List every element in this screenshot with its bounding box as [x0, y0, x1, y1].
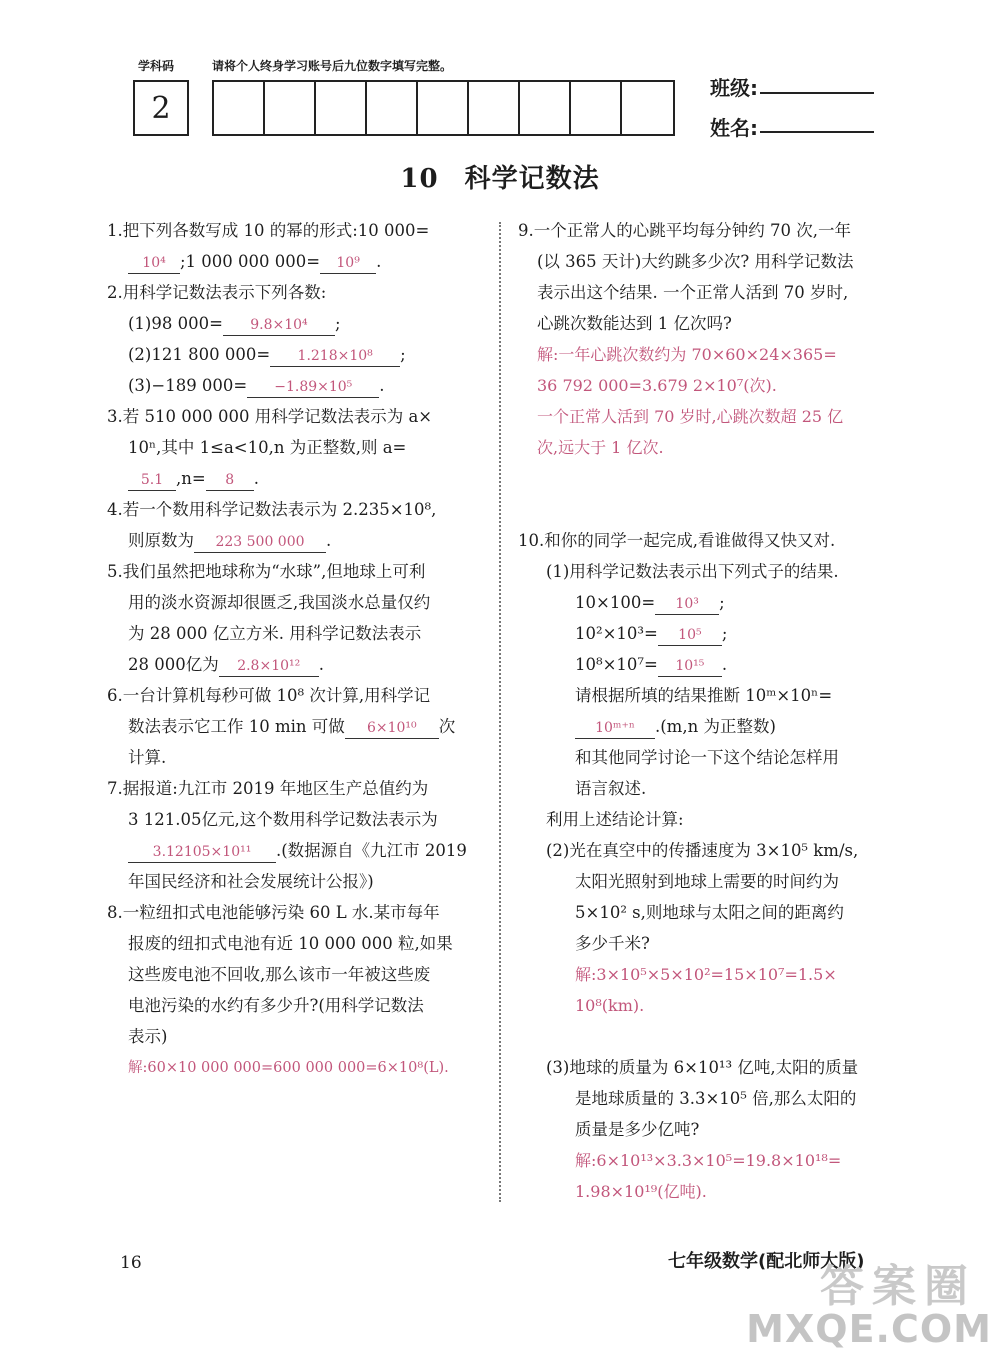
- q2-part-3: [128, 374, 385, 398]
- q2-part-1: [128, 312, 341, 336]
- q5-text-3: 为 28 000 亿立方米. 用科学记数法表示: [128, 624, 422, 643]
- q6-text-3: 计算.: [128, 748, 167, 767]
- q9-text-3: 表示出这个结果. 一个正常人活到 70 岁时,: [537, 283, 849, 302]
- q1-blank-1[interactable]: 10⁴: [128, 253, 180, 274]
- q10-s2: ;: [721, 624, 728, 643]
- q8-text-1: 8.一粒纽扣式电池能够污染 60 L 水.某市每年: [107, 903, 440, 922]
- q10-infer: 请根据所填的结果推断 10ᵐ×10ⁿ=: [575, 686, 833, 705]
- q9-solution-1: 解:一年心跳次数约为 70×60×24×365=: [537, 345, 837, 364]
- q5-text-2: 用的淡水资源却很匮乏,我国淡水总量仅约: [128, 593, 431, 612]
- name-label: 姓名:: [710, 116, 758, 140]
- q6-text-1: 6.一台计算机每秒可做 10⁸ 次计算,用科学记: [107, 686, 431, 705]
- q10-text-1: 10.和你的同学一起完成,看谁做得又快又对.: [518, 531, 836, 550]
- q3-answer-line: [128, 467, 259, 491]
- q10-part3-solution-2: 1.98×10¹⁹(亿吨).: [575, 1182, 707, 1201]
- q9-text-1: 9.一个正常人的心跳平均每分钟约 70 次,一年: [518, 221, 851, 240]
- q10-part2-3: 5×10² s,则地球与太阳之间的距离约: [575, 903, 844, 922]
- class-label: 班级:: [710, 76, 758, 100]
- page-number: 16: [120, 1253, 142, 1273]
- q10-expr-2: [575, 622, 727, 646]
- q10-discuss-1: 和其他同学讨论一下这个结论怎样用: [575, 748, 839, 767]
- q9-solution-3: 一个正常人活到 70 岁时,心跳次数超 25 亿: [537, 407, 844, 426]
- q10-discuss-2: 语言叙述.: [575, 779, 647, 798]
- q2-text: 2.用科学记数法表示下列各数:: [107, 283, 327, 302]
- q10-expr-3: [575, 653, 727, 677]
- q10-e2: 10²×10³=: [575, 624, 658, 643]
- account-digit-box[interactable]: [571, 82, 622, 134]
- q10-part2-solution-2: 10⁸(km).: [575, 996, 645, 1015]
- q10-part1-intro: (1)用科学记数法表示出下列式子的结果.: [546, 562, 839, 581]
- q3-text-1: 3.若 510 000 000 用科学记数法表示为 a×: [107, 407, 433, 426]
- q2-blank-3[interactable]: −1.89×10⁵: [247, 377, 379, 398]
- q4-blank[interactable]: 223 500 000: [194, 532, 326, 553]
- q3-blank-a[interactable]: 5.1: [128, 470, 176, 491]
- q5-text-1: 5.我们虽然把地球称为“水球”,但地球上可利: [107, 562, 426, 581]
- q1-answer-line: [128, 250, 381, 274]
- q8-text-5: 表示): [128, 1027, 168, 1046]
- watermark-text-bottom: MXQE.COM: [746, 1307, 992, 1351]
- q1-end: .: [376, 252, 382, 271]
- q8-text-3: 这些废电池不回收,那么该市一年被这些废: [128, 965, 431, 984]
- q10-s1: ;: [719, 593, 725, 612]
- account-digit-box[interactable]: [469, 82, 520, 134]
- section-title-text: 科学记数法: [464, 164, 600, 194]
- q10-cond: .(m,n 为正整数): [655, 717, 776, 736]
- account-digit-box[interactable]: [316, 82, 367, 134]
- account-digit-box[interactable]: [418, 82, 469, 134]
- q1-blank-2[interactable]: 10⁹: [320, 253, 376, 274]
- q2-p2-end: ;: [400, 345, 406, 364]
- q10-use: 利用上述结论计算:: [546, 810, 684, 829]
- q10-part3-1: (3)地球的质量为 6×10¹³ 亿吨,太阳的质量: [546, 1058, 859, 1077]
- q10-e1: 10×100=: [575, 593, 656, 612]
- subject-code-value: 2: [151, 90, 171, 126]
- q10-part2-solution-1: 解:3×10⁵×5×10²=15×10⁷=1.5×: [575, 965, 837, 984]
- q6-post: 次: [438, 717, 456, 736]
- q10-s3: .: [721, 655, 728, 674]
- q2-p3-text: (3)−189 000=: [128, 376, 248, 395]
- account-digit-box[interactable]: [265, 82, 316, 134]
- q10-part3-2: 是地球质量的 3.3×10⁵ 倍,那么太阳的: [575, 1089, 857, 1108]
- column-divider: [499, 222, 501, 1202]
- q10-e3: 10⁸×10⁷=: [575, 655, 658, 674]
- q3-end: .: [253, 469, 259, 488]
- q7-blank[interactable]: 3.12105×10¹¹: [128, 842, 276, 863]
- q9-solution-2: 36 792 000=3.679 2×10⁷(次).: [537, 376, 777, 395]
- q4-end: .: [326, 531, 332, 550]
- q7-text-4: 年国民经济和社会发展统计公报》): [128, 872, 374, 891]
- q7-answer-line: [128, 839, 467, 863]
- q10-part3-3: 质量是多少亿吨?: [575, 1120, 700, 1139]
- q6-pre: 数法表示它工作 10 min 可做: [128, 717, 345, 736]
- q7-text-1: 7.据报道:九江市 2019 年地区生产总值约为: [107, 779, 429, 798]
- q10-expr-1: [575, 591, 725, 615]
- q7-post: .(数据源自《九江市 2019: [276, 841, 467, 860]
- q3-blank-n[interactable]: 8: [206, 470, 254, 491]
- q4-text: 4.若一个数用科学记数法表示为 2.235×10⁸,: [107, 500, 437, 519]
- q10-infer-answer-line: [575, 715, 776, 739]
- q8-text-4: 电池污染的水约有多少升?(用科学记数法: [128, 996, 424, 1015]
- q3-mid: ,n=: [176, 469, 206, 488]
- q2-p1-end: ;: [334, 314, 341, 333]
- q10-blank-1[interactable]: 10³: [655, 594, 719, 615]
- section-number: 10: [400, 164, 439, 194]
- q9-solution-4: 次,远大于 1 亿次.: [537, 438, 664, 457]
- q1-text: 1.把下列各数写成 10 的幂的形式:10 000=: [107, 221, 430, 240]
- subject-code-box: [133, 80, 189, 136]
- account-digit-box[interactable]: [367, 82, 418, 134]
- q2-p3-end: .: [379, 376, 385, 395]
- q8-text-2: 报废的纽扣式电池有近 10 000 000 粒,如果: [128, 934, 453, 953]
- q5-blank[interactable]: 2.8×10¹²: [219, 656, 319, 677]
- q8-solution: 解:60×10 000 000=600 000 000=6×10⁸(L).: [128, 1060, 449, 1076]
- watermark-text-top: 答案圈: [820, 1261, 976, 1312]
- q3-text-2: 10ⁿ,其中 1≤a<10,n 为正整数,则 a=: [128, 438, 407, 457]
- account-digit-box[interactable]: [214, 82, 265, 134]
- q2-p1-text: (1)98 000=: [128, 314, 223, 333]
- class-field[interactable]: [760, 92, 874, 94]
- watermark-logo: [746, 1250, 1000, 1355]
- section-title: [0, 158, 1000, 195]
- q2-blank-1[interactable]: 9.8×10⁴: [223, 315, 335, 336]
- q7-text-2: 3 121.05亿元,这个数用科学记数法表示为: [128, 810, 438, 829]
- q5-answer-line: [128, 653, 324, 677]
- q10-blank-2[interactable]: 10⁵: [658, 625, 722, 646]
- q6-blank[interactable]: 6×10¹⁰: [345, 718, 439, 739]
- q10-blank-4[interactable]: 10ᵐ⁺ⁿ: [575, 718, 655, 739]
- q2-part-2: [128, 343, 406, 367]
- q9-text-4: 心跳次数能达到 1 亿次吗?: [537, 314, 732, 333]
- account-instruction: 请将个人终身学习账号后九位数字填写完整。: [212, 59, 453, 73]
- name-field[interactable]: [760, 131, 874, 133]
- q10-blank-3[interactable]: 10¹⁵: [658, 656, 722, 677]
- q10-part2-1: (2)光在真空中的传播速度为 3×10⁵ km/s,: [546, 841, 859, 860]
- q2-p2-text: (2)121 800 000=: [128, 345, 271, 364]
- q10-part3-solution-1: 解:6×10¹³×3.3×10⁵=19.8×10¹⁸=: [575, 1151, 842, 1170]
- q10-part2-4: 多少千米?: [575, 934, 650, 953]
- account-digit-box[interactable]: [520, 82, 571, 134]
- q4-pre: 则原数为: [128, 531, 194, 550]
- q1-mid: ;1 000 000 000=: [180, 252, 321, 271]
- q10-part2-2: 太阳光照射到地球上需要的时间约为: [575, 872, 839, 891]
- q5-pre: 28 000亿为: [128, 655, 219, 674]
- q9-text-2: (以 365 天计)大约跳多少次? 用科学记数法: [537, 252, 854, 271]
- account-digit-boxes[interactable]: [212, 80, 675, 136]
- q2-blank-2[interactable]: 1.218×10⁸: [270, 346, 400, 367]
- q5-end: .: [318, 655, 324, 674]
- account-digit-box[interactable]: [622, 82, 673, 134]
- q6-answer-line: [128, 715, 455, 739]
- q4-answer-line: [128, 529, 331, 553]
- subject-code-label: 学科码: [138, 59, 175, 73]
- book-title: 七年级数学(配北师大版): [668, 1251, 865, 1272]
